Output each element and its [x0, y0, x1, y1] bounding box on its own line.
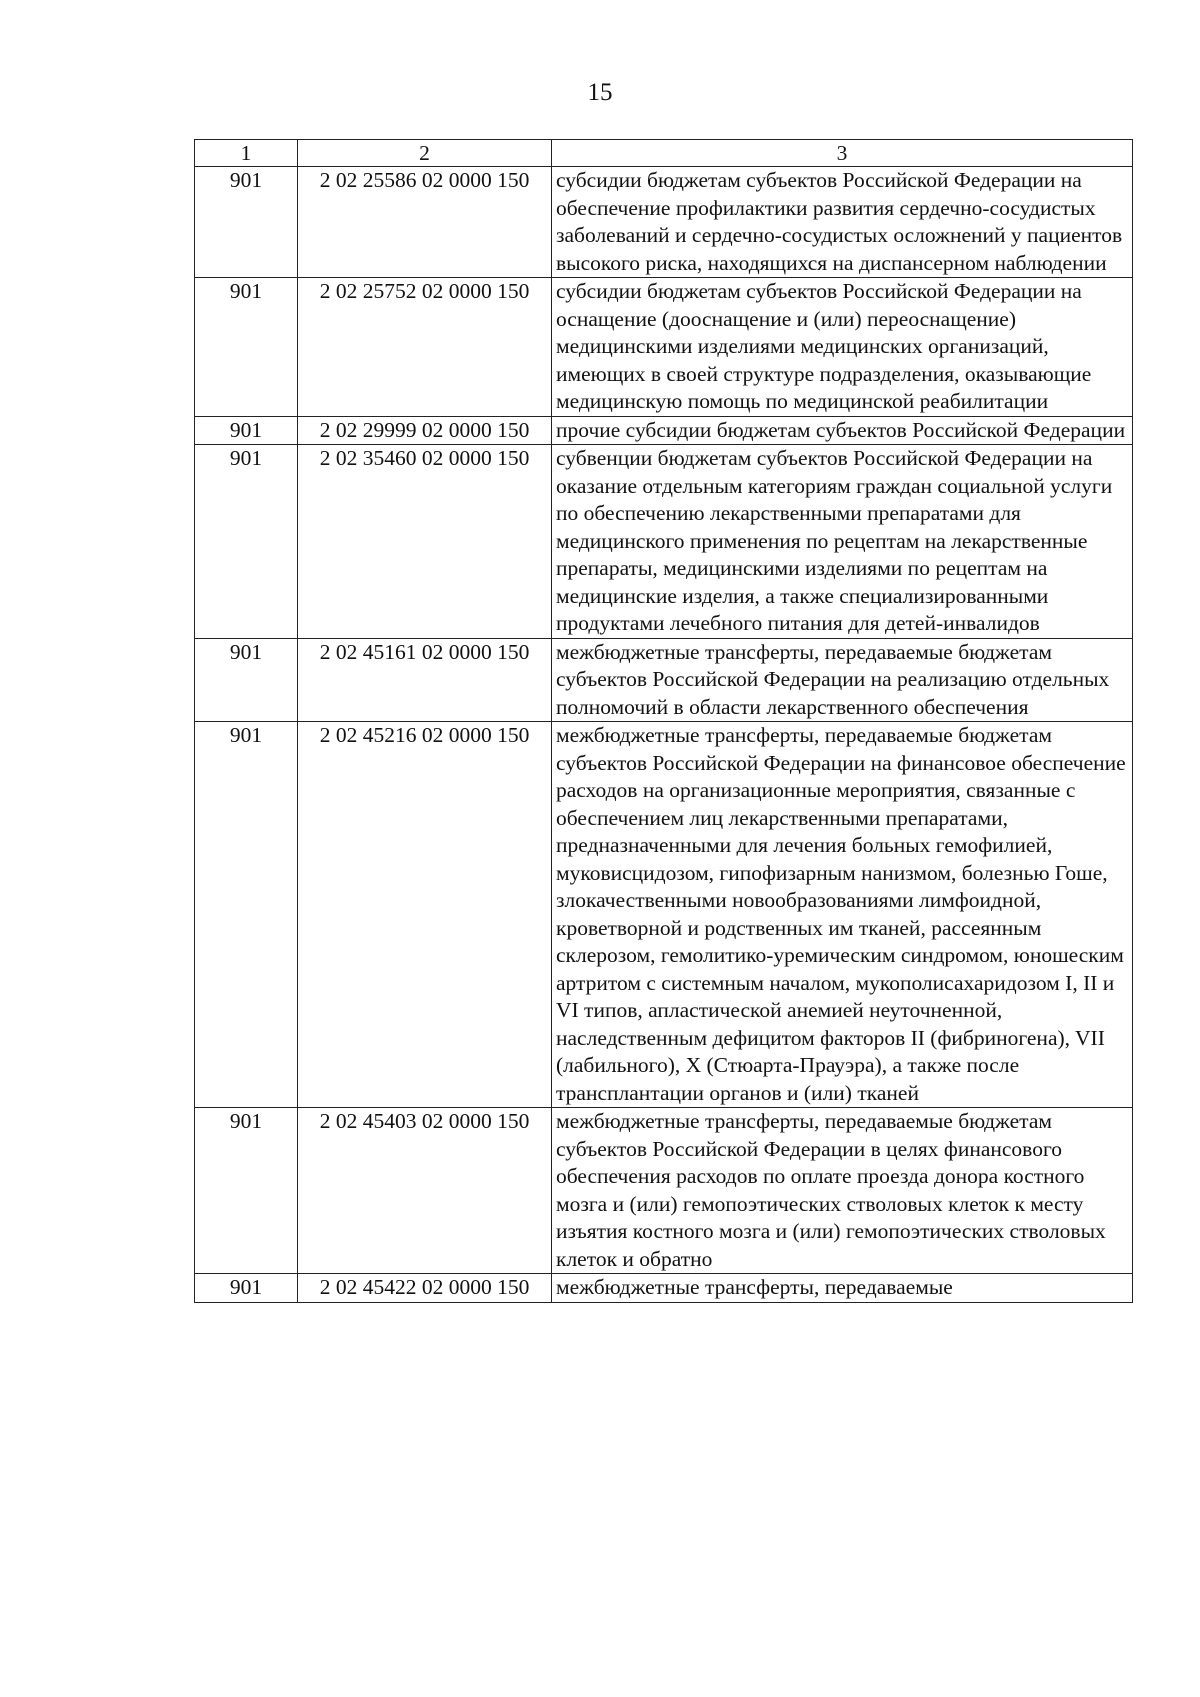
revenue-code-cell: 2 02 45422 02 0000 150 [298, 1274, 552, 1303]
description-cell: субсидии бюджетам субъектов Российской Федерации на оснащение (дооснащение и (или) переоснащение) медицинскими изделиями медицинских организаций, имеющих в своей структуре подразделения, оказывающие медицинскую помощь по медицинской реабилитации [552, 278, 1133, 417]
description-cell: межбюджетные трансферты, передаваемые [552, 1274, 1133, 1303]
admin-code-cell: 901 [195, 722, 298, 1108]
admin-code-cell: 901 [195, 445, 298, 639]
header-col-1: 1 [195, 140, 298, 167]
revenue-code-cell: 2 02 45216 02 0000 150 [298, 722, 552, 1108]
description-cell: субвенции бюджетам субъектов Российской Федерации на оказание отдельным категориям граждан социальной услуги по обеспечению лекарственными препаратами для медицинского применения по рецептам на лекарственные препараты, медицинскими изделиями по рецептам на медицинские изделия, а также специализированными продуктами лечебного питания для детей-инвалидов [552, 445, 1133, 639]
table-row [195, 416, 1133, 445]
description-cell: субсидии бюджетам субъектов Российской Федерации на обеспечение профилактики развития сердечно-сосудистых заболеваний и сердечно-сосудистых осложнений у пациентов высокого риска, находящихся на диспансерном наблюдении [552, 167, 1133, 278]
revenue-code-cell: 2 02 45403 02 0000 150 [298, 1108, 552, 1274]
table-header-row [195, 140, 1133, 167]
revenue-code-cell: 2 02 29999 02 0000 150 [298, 416, 552, 445]
table-row [195, 638, 1133, 722]
header-col-3: 3 [552, 140, 1133, 167]
description-cell: прочие субсидии бюджетам субъектов Российской Федерации [552, 416, 1133, 445]
table-row [195, 1108, 1133, 1274]
admin-code-cell: 901 [195, 638, 298, 722]
revenue-code-cell: 2 02 45161 02 0000 150 [298, 638, 552, 722]
admin-code-cell: 901 [195, 1274, 298, 1303]
table-row [195, 722, 1133, 1108]
table-row [195, 167, 1133, 278]
description-cell: межбюджетные трансферты, передаваемые бюджетам субъектов Российской Федерации в целях финансового обеспечения расходов по оплате проезда донора костного мозга и (или) гемопоэтических стволовых клеток к месту изъятия костного мозга и (или) гемопоэтических стволовых клеток и обратно [552, 1108, 1133, 1274]
revenue-code-cell: 2 02 35460 02 0000 150 [298, 445, 552, 639]
page-number: 15 [587, 79, 613, 106]
admin-code-cell: 901 [195, 416, 298, 445]
admin-code-cell: 901 [195, 278, 298, 417]
table-row [195, 445, 1133, 639]
admin-code-cell: 901 [195, 1108, 298, 1274]
table-row [195, 278, 1133, 417]
budget-codes-table [194, 139, 1133, 1303]
admin-code-cell: 901 [195, 167, 298, 278]
table-row [195, 1274, 1133, 1303]
description-cell: межбюджетные трансферты, передаваемые бюджетам субъектов Российской Федерации на реализацию отдельных полномочий в области лекарственного обеспечения [552, 638, 1133, 722]
revenue-code-cell: 2 02 25586 02 0000 150 [298, 167, 552, 278]
revenue-code-cell: 2 02 25752 02 0000 150 [298, 278, 552, 417]
header-col-2: 2 [298, 140, 552, 167]
description-cell: межбюджетные трансферты, передаваемые бюджетам субъектов Российской Федерации на финансовое обеспечение расходов на организационные мероприятия, связанные с обеспечением лиц лекарственными препаратами, предназначенными для лечения больных гемофилией, муковисцидозом, гипофизарным нанизмом, болезнью Гоше, злокачественными новообразованиями лимфоидной, кроветворной и родственных им тканей, рассеянным склерозом, гемолитико-уремическим синдромом, юношеским артритом с системным началом, мукополисахаридозом I, II и VI типов, апластической анемией неуточненной, наследственным дефицитом факторов II (фибриногена), VII (лабильного), X (Стюарта-Прауэра), а также после трансплантации органов и (или) тканей [552, 722, 1133, 1108]
